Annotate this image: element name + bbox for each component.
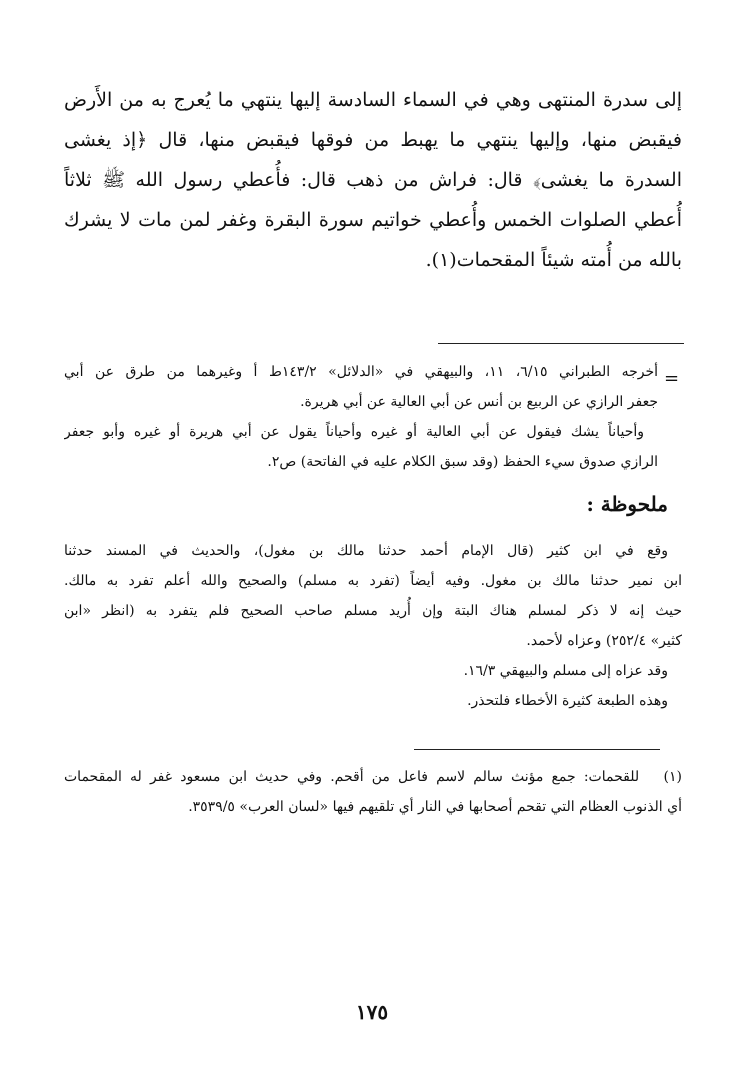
main-text-line: فيقبض منها، وإليها ينتهي ما يهبط من فوقها فيقبض منها، قال ﴿إذ يغشى [64, 129, 682, 151]
observation-line: وقد عزاه إلى مسلم والبيهقي ١٦/٣. [463, 663, 668, 679]
page-number: ١٧٥ [355, 1000, 389, 1024]
footnote [64, 762, 682, 822]
continuation-mark: = [664, 368, 680, 389]
main-text-line: إلى سدرة المنتهى وهي في السماء السادسة إليها ينتهي ما يُعرج به من الأَرض [64, 89, 682, 111]
footnote-separator [438, 343, 684, 344]
main-text-line: بالله من أُمته شيئاً المقحمات(١). [425, 249, 682, 271]
footnote-text: للقحمات: جمع مؤنث سالم لاسم فاعل من أقحم. وفي حديث ابن مسعود غفر له المقحمات [64, 769, 640, 785]
observation-line: حيث إنه لا ذكر لمسلم هناك البتة وإن أُريد مسلم صاحب الصحيح فلم يتفرد به (انظر «ابن [64, 603, 682, 619]
footnote-line: الرازي صدوق سيء الحفظ (وقد سبق الكلام عليه في الفاتحة) ص٢. [267, 454, 658, 470]
observation-heading: ملحوظة : [586, 492, 668, 516]
footnote-line: أي الذنوب العظام التي تقحم أصحابها في النار أي تلقيهم فيها «لسان العرب» ٣٥٣٩/٥. [188, 799, 682, 815]
footnote-number: (١) [663, 769, 682, 785]
observation-line: ابن نمير حدثنا مالك بن مغول. وفيه أيضاً (تفرد به مسلم) والصحيح والله أعلم تفرد به مالك. [64, 573, 682, 589]
observation-line: كثير» ٢٥٢/٤) وعزاه لأحمد. [526, 633, 682, 649]
footnote-line: أخرجه الطبراني ٦/١٥، ١١، والبيهقي في «الدلائل» ١٤٣/٢ط أ وغيرهما من طرق عن أبي [64, 364, 658, 380]
footnote-line: وأحياناً يشك فيقول عن أبي العالية أو غيره وأحياناً يقول عن أبي هريرة أو غيره وأبو جعفر [64, 424, 644, 440]
observation-line: وهذه الطبعة كثيرة الأخطاء فلتحذر. [467, 693, 668, 709]
observation-body [64, 536, 682, 716]
footnote-separator [414, 749, 660, 750]
footnote-line: جعفر الرازي عن الربيع بن أنس عن أبي العالية عن أبي هريرة. [300, 394, 658, 410]
main-text [64, 80, 682, 280]
footnote-continuation [64, 357, 658, 477]
footnote-line [64, 762, 682, 792]
main-text-line: السدرة ما يغشى﴾ قال: فراش من ذهب قال: فأُعطي رسول الله ﷺ ثلاثاً [64, 169, 682, 191]
observation-line: وقع في ابن كثير (قال الإمام أحمد حدثنا مالك بن مغول)، والحديث في المسند حدثنا [64, 543, 668, 559]
main-text-line: أُعطي الصلوات الخمس وأُعطي خواتيم سورة البقرة وغفر لمن مات لا يشرك [64, 209, 682, 231]
